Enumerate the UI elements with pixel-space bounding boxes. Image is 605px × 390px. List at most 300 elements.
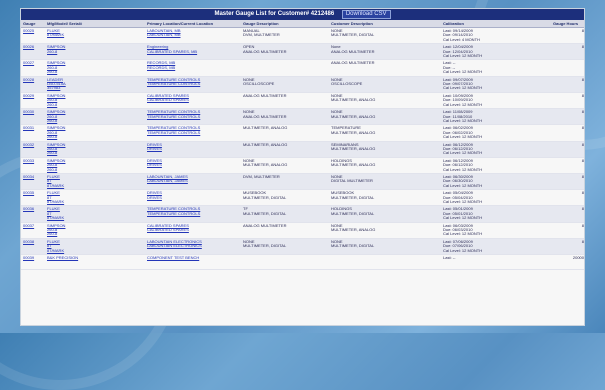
column-header[interactable]: Gauge (21, 20, 45, 28)
calibration-date-text: Last: 07/06/2009 (443, 238, 473, 244)
mfg-model-link[interactable]: B&K PRECISION (47, 255, 79, 261)
calibration-date-text: Due: -- (443, 64, 456, 70)
calibration-date-text: Cal Level: 12 MONTH (443, 85, 483, 91)
location-link[interactable]: CALIBRATED SPARES (147, 222, 189, 228)
customer-description-text: HOLDINGS (331, 157, 352, 163)
location-cell (145, 173, 241, 189)
calibration-cell (441, 206, 551, 222)
download-csv-button[interactable]: Download CSV (342, 10, 391, 19)
customer-description-text: ANALOG MULTIMETER (331, 60, 375, 66)
gauge-hours-cell (551, 125, 585, 141)
mfg-model-serial-cell (45, 109, 145, 125)
customer-description-cell (329, 109, 441, 125)
calibration-date-text: Last: 09/14/2009 (443, 28, 473, 33)
location-link[interactable]: CALIBRATED SPARES (147, 227, 189, 233)
calibration-cell (441, 222, 551, 238)
gauge-number-link[interactable]: 00034 (23, 173, 35, 179)
gauge-hours-value: 20000 (572, 255, 584, 261)
calibration-date-text: Cal Level: 12 MONTH (443, 231, 483, 237)
calibration-cell (441, 60, 551, 76)
customer-description-text: MULTIMETER, ANALOG (331, 145, 376, 151)
customer-description-text: OSCILLOSCOPE (331, 81, 363, 87)
gauge-hours-value: 8 (581, 206, 584, 212)
gauge-description-cell (241, 76, 329, 92)
location-link[interactable]: TEMPERATURE CONTROLS (147, 76, 201, 82)
table-row[interactable] (21, 28, 585, 44)
gauge-hours-value: 8 (581, 92, 584, 98)
location-link[interactable]: DRIVES (147, 190, 162, 196)
location-link[interactable]: TEMPERATURE CONTROLS (147, 206, 201, 212)
gauge-description-cell (241, 44, 329, 60)
gauge-hours-cell (551, 141, 585, 157)
location-cell (145, 206, 241, 222)
gauge-description-text: ANALOG MULTIMETER (243, 48, 287, 54)
gauge-hours-value: 8 (581, 157, 584, 163)
location-link[interactable]: TEMPERATURE CONTROLS (147, 81, 201, 87)
gauge-number-link[interactable]: 00036 (23, 206, 35, 212)
customer-description-text: MULTIMETER, ANALOG (331, 227, 376, 233)
calibration-date-text: Cal Level: 12 MONTH (443, 69, 483, 75)
mfg-model-serial-cell (45, 173, 145, 189)
calibration-cell (441, 255, 551, 270)
mfg-model-link[interactable]: 260-8 (47, 69, 58, 75)
gauge-description-cell (241, 125, 329, 141)
customer-description-cell (329, 92, 441, 108)
mfg-model-link[interactable]: FLUKE (47, 190, 60, 196)
location-link[interactable]: TEMPERATURE CONTROLS (147, 113, 201, 119)
customer-description-text: TEMPERATURE (331, 125, 361, 131)
table-row[interactable] (21, 157, 585, 173)
gauge-description-text: MANUAL (243, 28, 260, 33)
customer-description-cell (329, 60, 441, 76)
location-link[interactable]: DRIVES (147, 141, 162, 147)
mfg-model-serial-cell (45, 28, 145, 44)
calibration-cell (441, 92, 551, 108)
table-row[interactable] (21, 190, 585, 206)
gauge-number-cell (21, 44, 45, 60)
location-link[interactable]: RECORDS, MB (147, 64, 176, 70)
table-row[interactable] (21, 206, 585, 222)
customer-description-text: MULTIMETER, ANALOG (331, 162, 376, 168)
mfg-model-serial-cell (45, 206, 145, 222)
customer-description-text: MULTIMETER, ANALOG (331, 97, 376, 103)
gauge-hours-cell (551, 76, 585, 92)
gauge-description-text: DVM, MULTIMETER (243, 173, 280, 179)
gauge-number-cell (21, 141, 45, 157)
calibration-date-text: Cal Level: 12 MONTH (443, 101, 483, 107)
customer-description-text: HOLDINGS (331, 206, 352, 212)
gauge-hours-cell (551, 92, 585, 108)
gauge-hours-cell (551, 109, 585, 125)
mfg-model-link[interactable]: 260-8 (47, 231, 58, 237)
table-row[interactable] (21, 238, 585, 254)
location-link[interactable]: LABOUNTAIN, MB (147, 28, 181, 33)
gauge-description-text: NONE (243, 109, 255, 115)
gauge-description-cell (241, 109, 329, 125)
calibration-date-text: Last: 06/12/2009 (443, 141, 473, 147)
mfg-model-link[interactable]: 87 (47, 178, 52, 184)
calibration-cell (441, 76, 551, 92)
column-header[interactable]: Customer Description (329, 20, 441, 28)
gauge-number-cell (21, 109, 45, 125)
calibration-date-text: Last: -- (443, 60, 456, 66)
calibration-date-text: Due: 06/03/2010 (443, 227, 473, 233)
gauge-hours-cell (551, 157, 585, 173)
mfg-model-serial-cell (45, 190, 145, 206)
mfg-model-link[interactable]: 87 (47, 243, 52, 249)
calibration-date-text: Cal Level: 12 MONTH (443, 53, 483, 59)
gauge-description-text: NONE (243, 238, 255, 244)
calibration-cell (441, 190, 551, 206)
gauge-hours-cell (551, 60, 585, 76)
gauge-number-link[interactable]: 00031 (23, 125, 35, 131)
gauge-description-cell (241, 238, 329, 254)
mfg-model-link[interactable]: 260-8 (47, 129, 58, 135)
mfg-model-link[interactable]: SIMPSON (47, 44, 66, 50)
mfg-model-serial-cell (45, 125, 145, 141)
gauge-description-text: MULTIMETER, DIGITAL (243, 243, 287, 249)
table-row[interactable] (21, 109, 585, 125)
location-link[interactable]: LABOUNTAIN, JAMES (147, 173, 188, 179)
gauge-hours-cell (551, 44, 585, 60)
gauge-description-text: OPEN (243, 44, 255, 50)
mfg-model-serial-cell (45, 222, 145, 238)
gauge-number-link[interactable]: 00026 (23, 44, 35, 50)
calibration-date-text: Last: 09/07/2009 (443, 76, 473, 82)
mfg-model-link[interactable]: 260-8 (47, 162, 58, 168)
customer-description-cell (329, 206, 441, 222)
gauge-number-link[interactable]: 00038 (23, 238, 35, 244)
title-bar (21, 9, 584, 20)
location-link[interactable]: LABOUNTAIN, MB (147, 32, 181, 38)
gauge-number-cell (21, 222, 45, 238)
gauge-number-link[interactable]: 00035 (23, 190, 35, 196)
gauge-description-text: MULTIMETER, ANALOG (243, 125, 288, 131)
table-header-row (21, 20, 585, 28)
gauge-hours-cell (551, 255, 585, 270)
location-link[interactable]: LABOUNTAIN, JAMES (147, 178, 188, 184)
calibration-date-text: Due: 06/12/2010 (443, 145, 473, 151)
location-cell (145, 222, 241, 238)
customer-description-cell (329, 76, 441, 92)
location-link[interactable]: DRIVES (147, 145, 162, 151)
gauge-hours-value: 8 (581, 44, 584, 50)
gauge-description-cell (241, 141, 329, 157)
customer-description-cell (329, 28, 441, 44)
table-row[interactable] (21, 125, 585, 141)
calibration-date-text: Due: 11/08/2010 (443, 113, 473, 119)
gauge-number-cell (21, 76, 45, 92)
calibration-cell (441, 238, 551, 254)
mfg-model-serial-cell (45, 255, 145, 270)
location-link[interactable]: CALIBRATED SPARES (147, 97, 189, 103)
customer-description-cell (329, 44, 441, 60)
gauge-description-cell (241, 222, 329, 238)
table-row[interactable] (21, 60, 585, 76)
calibration-date-text: Due: 06/12/2010 (443, 162, 473, 168)
gauge-description-text: MULTIMETER, ANALOG (243, 162, 288, 168)
gauge-description-text: ANALOG MULTIMETER (243, 92, 287, 98)
gauge-number-link[interactable]: 00025 (23, 28, 35, 33)
location-cell (145, 109, 241, 125)
mfg-model-link[interactable]: SIMPSON (47, 92, 66, 98)
gauge-description-cell (241, 157, 329, 173)
location-cell (145, 190, 241, 206)
gauge-table (21, 20, 585, 270)
calibration-date-text: Cal Level: 12 MONTH (443, 150, 483, 156)
customer-description-text: NONE (331, 76, 343, 82)
location-link[interactable]: TEMPERATURE CONTROLS (147, 129, 201, 135)
calibration-date-text: Last: 05/04/2009 (443, 190, 473, 196)
location-cell (145, 238, 241, 254)
gauge-description-cell (241, 190, 329, 206)
gauge-hours-value: 8 (581, 28, 584, 33)
calibration-date-text: Due: 06/02/2010 (443, 129, 473, 135)
gauge-hours-value: 8 (581, 190, 584, 196)
mfg-model-link[interactable]: FLUKE (47, 206, 60, 212)
mfg-model-link[interactable]: SIMPSON (47, 222, 66, 228)
table-row[interactable] (21, 141, 585, 157)
location-cell (145, 92, 241, 108)
location-cell (145, 76, 241, 92)
table-row[interactable] (21, 76, 585, 92)
gauge-hours-value: 8 (581, 222, 584, 228)
mfg-model-link[interactable]: 87/MARK (47, 215, 65, 221)
gauge-description-cell (241, 255, 329, 270)
gauge-description-text: MULTIMETER, DIGITAL (243, 194, 287, 200)
mfg-model-link[interactable]: 260-8 (47, 145, 58, 151)
calibration-cell (441, 28, 551, 44)
gauge-number-cell (21, 157, 45, 173)
mfg-model-link[interactable]: 87/MARK (47, 182, 65, 188)
location-cell (145, 28, 241, 44)
calibration-date-text: Last: 05/01/2009 (443, 206, 473, 212)
calibration-cell (441, 173, 551, 189)
table-row[interactable] (21, 44, 585, 60)
customer-description-cell (329, 222, 441, 238)
customer-description-text: MUSEBOOK (331, 190, 355, 196)
gauge-description-cell (241, 206, 329, 222)
mfg-model-link[interactable]: 260-8 (47, 97, 58, 103)
mfg-model-serial-cell (45, 141, 145, 157)
customer-description-text: None (331, 44, 341, 50)
calibration-date-text: Last: 06/12/2009 (443, 157, 473, 163)
mfg-model-serial-cell (45, 44, 145, 60)
column-header[interactable]: Gauge Hours (551, 20, 585, 28)
gauge-number-link[interactable]: 00032 (23, 141, 35, 147)
location-cell (145, 157, 241, 173)
page-title: Master Gauge List for Customer# 4212486 (214, 11, 335, 17)
calibration-date-text: Cal Level: 12 MONTH (443, 247, 483, 253)
mfg-model-link[interactable]: 357983 (47, 85, 61, 91)
gauge-hours-value: 8 (581, 76, 584, 82)
customer-description-text: MULTIMETER, DIGITAL (331, 243, 375, 249)
gauge-number-cell (21, 190, 45, 206)
location-link[interactable]: RECORDS, MB (147, 60, 176, 66)
gauge-description-text: OSCILLOSCOPE (243, 81, 275, 87)
location-link[interactable]: Engineering (147, 44, 169, 50)
gauge-description-text: MULTIMETER, DIGITAL (243, 210, 287, 216)
gauge-number-link[interactable]: 00028 (23, 76, 35, 82)
mfg-model-link[interactable]: 87 (47, 194, 52, 200)
table-row[interactable] (21, 222, 585, 238)
gauge-hours-value: 8 (581, 109, 584, 115)
mfg-model-link[interactable]: 260-8 (47, 150, 58, 156)
table-row[interactable] (21, 92, 585, 108)
mfg-model-serial-cell (45, 238, 145, 254)
calibration-cell (441, 125, 551, 141)
gauge-number-link[interactable]: 00037 (23, 222, 35, 228)
mfg-model-link[interactable]: SIMPSON (47, 125, 66, 131)
calibration-date-text: Cal Level: 12 MONTH (443, 215, 483, 221)
location-link[interactable]: LABOUNTAIN ELECTRONICS (147, 238, 202, 244)
location-cell (145, 255, 241, 270)
gauge-number-cell (21, 173, 45, 189)
gauge-description-text: ANALOG MULTIMETER (243, 222, 287, 228)
gauge-number-link[interactable]: 00027 (23, 60, 35, 66)
location-cell (145, 125, 241, 141)
location-cell (145, 44, 241, 60)
column-header[interactable]: Calibration (441, 20, 551, 28)
gauge-number-cell (21, 238, 45, 254)
mfg-model-link[interactable]: SIMPSON (47, 60, 66, 66)
location-link[interactable]: CALIBRATED SPARES (147, 92, 189, 98)
gauge-description-text: MUSEBOOK (243, 190, 267, 196)
location-link[interactable]: COMPONENT TEST BENCH (147, 255, 200, 261)
gauge-number-cell (21, 125, 45, 141)
location-cell (145, 60, 241, 76)
mfg-model-link[interactable]: SIMPSON (47, 157, 66, 163)
calibration-date-text: Cal Level: 4 MONTH (443, 36, 480, 42)
mfg-model-link[interactable]: 260-8 (47, 64, 58, 70)
mfg-model-link[interactable]: 260-8 (47, 113, 58, 119)
gauge-description-text: NONE (243, 157, 255, 163)
location-link[interactable]: DRIVES (147, 157, 162, 163)
calibration-date-text: Cal Level: 12 MONTH (443, 134, 483, 140)
location-link[interactable]: LABOUNTAIN ELECTRONICS (147, 243, 202, 249)
gauge-hours-value: 8 (581, 238, 584, 244)
mfg-model-link[interactable]: 87/MARK (47, 247, 65, 253)
calibration-date-text: Due: 12/04/2010 (443, 48, 473, 54)
calibration-date-text: Cal Level: 12 MONTH (443, 199, 483, 204)
customer-description-cell (329, 173, 441, 189)
gauge-hours-cell (551, 190, 585, 206)
customer-description-cell (329, 190, 441, 206)
mfg-model-link[interactable]: 260-8 (47, 48, 58, 54)
mfg-model-link[interactable]: LBO-515A (47, 81, 66, 87)
gauge-hours-value: 8 (581, 125, 584, 131)
mfg-model-link[interactable]: 260-8 (47, 166, 58, 172)
gauge-hours-value: 8 (581, 173, 584, 179)
customer-description-text: NONE (331, 28, 343, 33)
gauge-description-cell (241, 60, 329, 76)
calibration-date-text: Last: 06/02/2009 (443, 125, 473, 131)
location-link[interactable]: DRIVES (147, 162, 162, 168)
mfg-model-link[interactable]: 87/MARK (47, 199, 65, 204)
customer-description-text: NONE (331, 92, 343, 98)
gauge-description-text: NONE (243, 76, 255, 82)
table-row[interactable] (21, 173, 585, 189)
gauge-number-link[interactable]: 00033 (23, 157, 35, 163)
mfg-model-serial-cell (45, 60, 145, 76)
calibration-date-text: Due: 06/30/2010 (443, 178, 473, 184)
mfg-model-link[interactable]: 260-8 (47, 227, 58, 233)
calibration-date-text: Last: -- (443, 255, 456, 261)
column-header[interactable]: Gauge Description (241, 20, 329, 28)
gauge-description-cell (241, 92, 329, 108)
column-header[interactable]: Mfg/Model/ Serial# (45, 20, 145, 28)
calibration-cell (441, 44, 551, 60)
calibration-date-text: Last: 06/03/2009 (443, 222, 473, 228)
calibration-date-text: Due: 05/04/2010 (443, 194, 473, 200)
mfg-model-serial-cell (45, 92, 145, 108)
mfg-model-link[interactable]: 87 (47, 210, 52, 216)
mfg-model-link[interactable]: 260-8 (47, 134, 58, 140)
location-link[interactable]: TEMPERATURE CONTROLS (147, 210, 201, 216)
gauge-number-link[interactable]: 00039 (23, 255, 35, 261)
gauge-description-cell (241, 28, 329, 44)
customer-description-cell (329, 255, 441, 270)
calibration-date-text: Last: 12/04/2009 (443, 44, 473, 50)
mfg-model-link[interactable]: SIMPSON (47, 141, 66, 147)
mfg-model-link[interactable]: LEADER (47, 76, 64, 82)
mfg-model-link[interactable]: FLUKE (47, 238, 60, 244)
mfg-model-link[interactable]: 87/MARK (47, 32, 65, 38)
customer-description-text: DIGITAL MULTIMETER (331, 178, 373, 184)
gauge-number-link[interactable]: 00030 (23, 109, 35, 115)
customer-description-cell (329, 125, 441, 141)
customer-description-cell (329, 141, 441, 157)
mfg-model-serial-cell (45, 76, 145, 92)
gauge-hours-cell (551, 28, 585, 44)
customer-description-text: ANALOG MULTIMETER (331, 48, 375, 54)
gauge-hours-cell (551, 173, 585, 189)
calibration-date-text: Last: 11/08/2009 (443, 109, 473, 115)
gauge-number-cell (21, 206, 45, 222)
customer-description-text: NONE (331, 173, 343, 179)
customer-description-cell (329, 238, 441, 254)
mfg-model-link[interactable]: FLUKE (47, 28, 60, 33)
gauge-description-text: TF (243, 206, 248, 212)
mfg-model-link[interactable]: SIMPSON (47, 109, 66, 115)
gauge-list-window (20, 8, 585, 326)
mfg-model-serial-cell (45, 157, 145, 173)
column-header[interactable]: Primary Location/Current Location (145, 20, 241, 28)
gauge-number-cell (21, 28, 45, 44)
customer-description-text: MULTIMETER, DIGITAL (331, 32, 375, 38)
customer-description-text: NONE (331, 238, 343, 244)
table-row[interactable] (21, 255, 585, 270)
customer-description-text: MULTIMETER, ANALOG (331, 113, 376, 119)
calibration-date-text: Due: 07/06/2010 (443, 243, 473, 249)
mfg-model-link[interactable]: 260-8 (47, 101, 58, 107)
gauge-number-link[interactable]: 00029 (23, 92, 35, 98)
calibration-date-text: Due: 09/14/2010 (443, 32, 473, 38)
gauge-description-cell (241, 173, 329, 189)
customer-description-text: NONE (331, 109, 343, 115)
location-link[interactable]: TEMPERATURE CONTROLS (147, 125, 201, 131)
location-link[interactable]: TEMPERATURE CONTROLS (147, 109, 201, 115)
location-link[interactable]: CALIBRATED SPARES, MB (147, 48, 198, 54)
calibration-cell (441, 141, 551, 157)
customer-description-cell (329, 157, 441, 173)
location-link[interactable]: DRIVES (147, 194, 162, 200)
gauge-hours-cell (551, 206, 585, 222)
mfg-model-link[interactable]: FLUKE (47, 173, 60, 179)
gauge-hours-value: 8 (581, 141, 584, 147)
mfg-model-link[interactable]: 260-8 (47, 117, 58, 123)
table-body (21, 28, 585, 270)
